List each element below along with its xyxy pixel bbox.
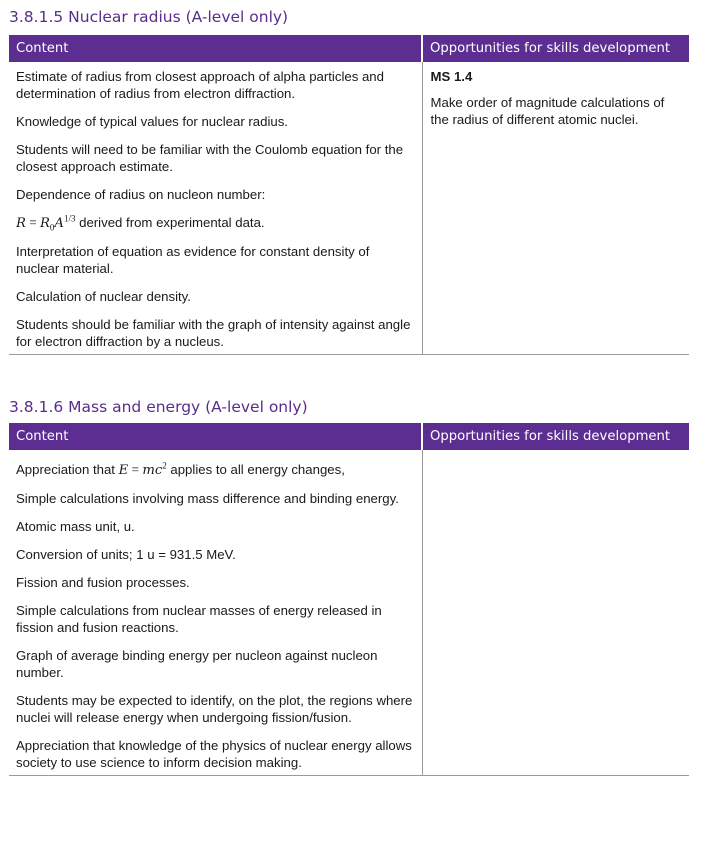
table-row: [9, 450, 689, 776]
mass-energy-table: [9, 423, 689, 776]
content-item: Dependence of radius on nucleon number:: [16, 187, 266, 202]
content-item: Knowledge of typical values for nuclear radius.: [16, 114, 288, 129]
table-header-row: [9, 35, 689, 62]
content-item: Graph of average binding energy per nucleon against nucleon number.: [16, 648, 378, 680]
header-skills: Opportunities for skills development: [422, 35, 689, 62]
content-item: Simple calculations from nuclear masses of energy released in fission and fusion reactions.: [16, 603, 382, 635]
section-title: 3.8.1.5 Nuclear radius (A-level only): [9, 8, 289, 26]
radius-equation-line: [16, 214, 414, 232]
header-content: Content: [9, 35, 422, 62]
skills-code: MS 1.4: [430, 69, 473, 84]
table-header-row: [9, 423, 689, 450]
content-item: Students will need to be familiar with the Coulomb equation for the closest approach estimate.: [16, 142, 404, 174]
emc-line: Appreciation that $E = mc^2$ applies to all energy changes,: [16, 460, 345, 478]
content-item: Interpretation of equation as evidence for constant density of nuclear material.: [16, 244, 370, 276]
content-cell: [9, 450, 422, 776]
skills-cell: [422, 62, 689, 355]
content-item: Atomic mass unit, u.: [16, 519, 135, 534]
content-item: Students should be familiar with the graph of intensity against angle for electron diffraction by a nucleus.: [16, 317, 411, 349]
emc-equation: $E = mc^2$: [118, 460, 167, 478]
content-item: Estimate of radius from closest approach of alpha particles and determination of radius from electron diffraction.: [16, 69, 384, 101]
content-item: Calculation of nuclear density.: [16, 289, 191, 304]
content-item: Conversion of units; 1 u = 931.5 MeV.: [16, 547, 236, 562]
content-item: Students may be expected to identify, on the plot, the regions where nuclei will release energy when undergoing fission/fusion.: [16, 693, 413, 725]
content-item: derived from experimental data.: [79, 215, 265, 230]
table-row: [9, 62, 689, 355]
nuclear-radius-table: [9, 35, 689, 355]
content-item: Appreciation that knowledge of the physics of nuclear energy allows society to use science to inform decision making.: [16, 738, 412, 770]
header-skills: Opportunities for skills development: [422, 423, 689, 450]
content-item: Simple calculations involving mass difference and binding energy.: [16, 491, 399, 506]
content-cell: [9, 62, 422, 355]
skills-text: Make order of magnitude calculations of the radius of different atomic nuclei.: [430, 95, 665, 127]
skills-cell: [422, 450, 689, 776]
content-item: Fission and fusion processes.: [16, 575, 190, 590]
section-title: 3.8.1.6 Mass and energy (A-level only): [9, 398, 308, 416]
header-content: Content: [9, 423, 422, 450]
radius-equation: $R = R_0A^{1/3}$: [16, 213, 76, 233]
